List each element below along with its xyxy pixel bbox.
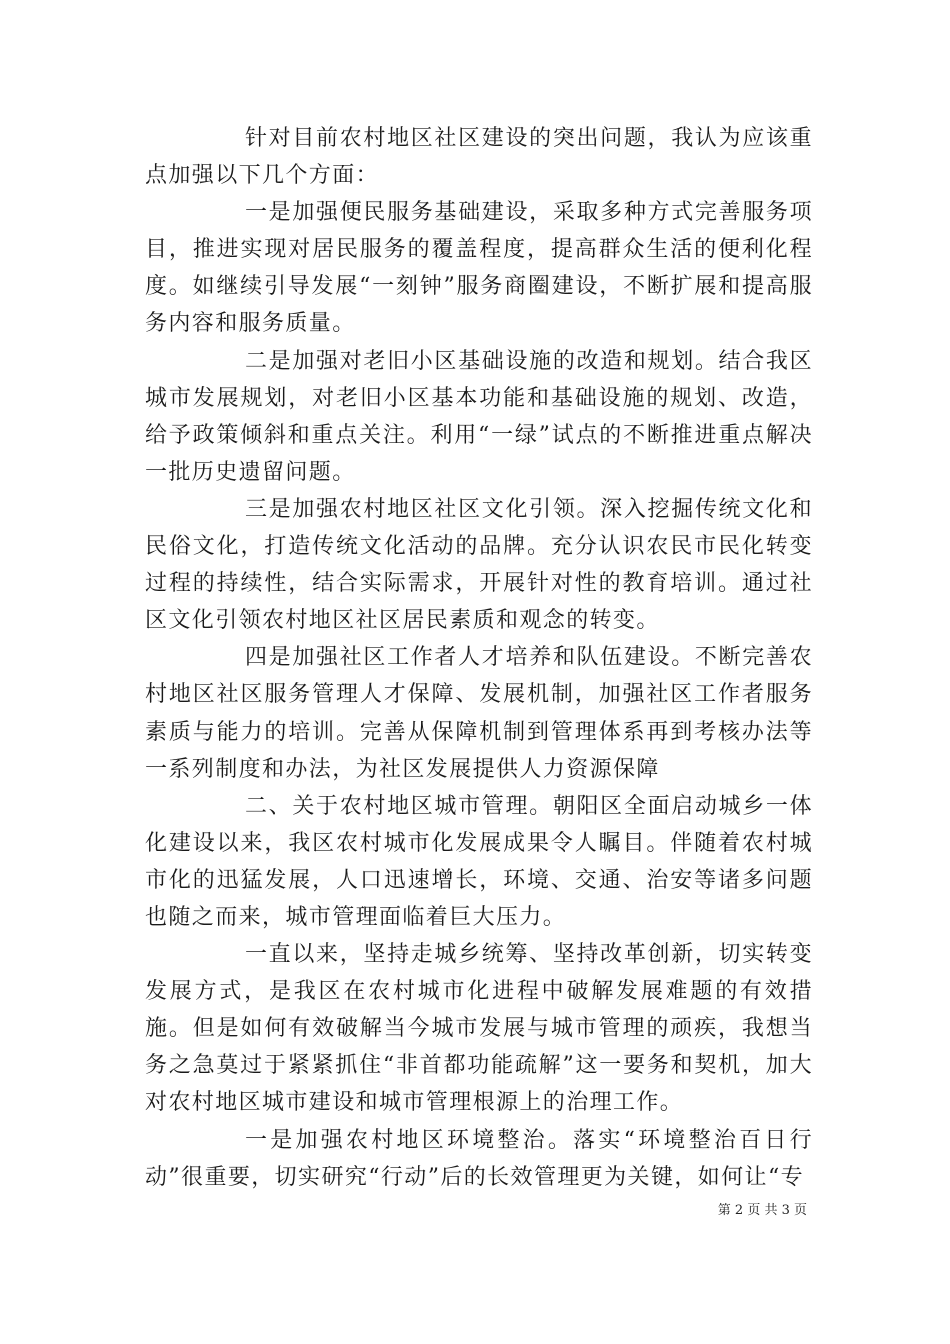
paragraph-section-2-point-1: 一是加强农村地区环境整治。落实“环境整治百日行动”很重要，切实研究“行动”后的长效管理更为关键，如何让“专 (145, 1127, 813, 1190)
paragraph-point-3: 三是加强农村地区社区文化引领。深入挖掘传统文化和民俗文化，打造传统文化活动的品牌。充分认识农民市民化转变过程的持续性，结合实际需求，开展针对性的教育培训。通过社区文化引领农村地区社区居民素质和观念的转变。 (145, 496, 813, 634)
paragraph-point-1: 一是加强便民服务基础建设，采取多种方式完善服务项目，推进实现对居民服务的覆盖程度，提高群众生活的便利化程度。如继续引导发展“一刻钟”服务商圈建设，不断扩展和提高服务内容和服务质量。 (145, 200, 813, 337)
document-body (145, 120, 813, 1196)
paragraph-point-4: 四是加强社区工作者人才培养和队伍建设。不断完善农村地区社区服务管理人才保障、发展机制，加强社区工作者服务素质与能力的培训。完善从保障机制到管理体系再到考核办法等一系列制度和办法，为社区发展提供人力资源保障 (145, 645, 813, 782)
paragraph-point-2: 二是加强对老旧小区基础设施的改造和规划。结合我区城市发展规划，对老旧小区基本功能和基础设施的规划、改造，给予政策倾斜和重点关注。利用“一绿”试点的不断推进重点解决一批历史遗留问题。 (145, 348, 813, 485)
paragraph-section-2-body: 一直以来，坚持走城乡统筹、坚持改革创新，切实转变发展方式，是我区在农村城市化进程中破解发展难题的有效措施。但是如何有效破解当今城市发展与城市管理的顽疾，我想当务之急莫过于紧紧抓住“非首都功能疏解”这一要务和契机，加大对农村地区城市建设和城市管理根源上的治理工作。 (145, 942, 813, 1116)
paragraph-intro: 针对目前农村地区社区建设的突出问题，我认为应该重点加强以下几个方面： (145, 126, 813, 189)
paragraph-section-2: 二、关于农村地区城市管理。朝阳区全面启动城乡一体化建设以来，我区农村城市化发展成果令人瞩目。伴随着农村城市化的迅猛发展，人口迅速增长，环境、交通、治安等诸多问题也随之而来，城市管理面临着巨大压力。 (145, 793, 813, 930)
page-number: 第 2 页 共 3 页 (717, 1203, 807, 1218)
